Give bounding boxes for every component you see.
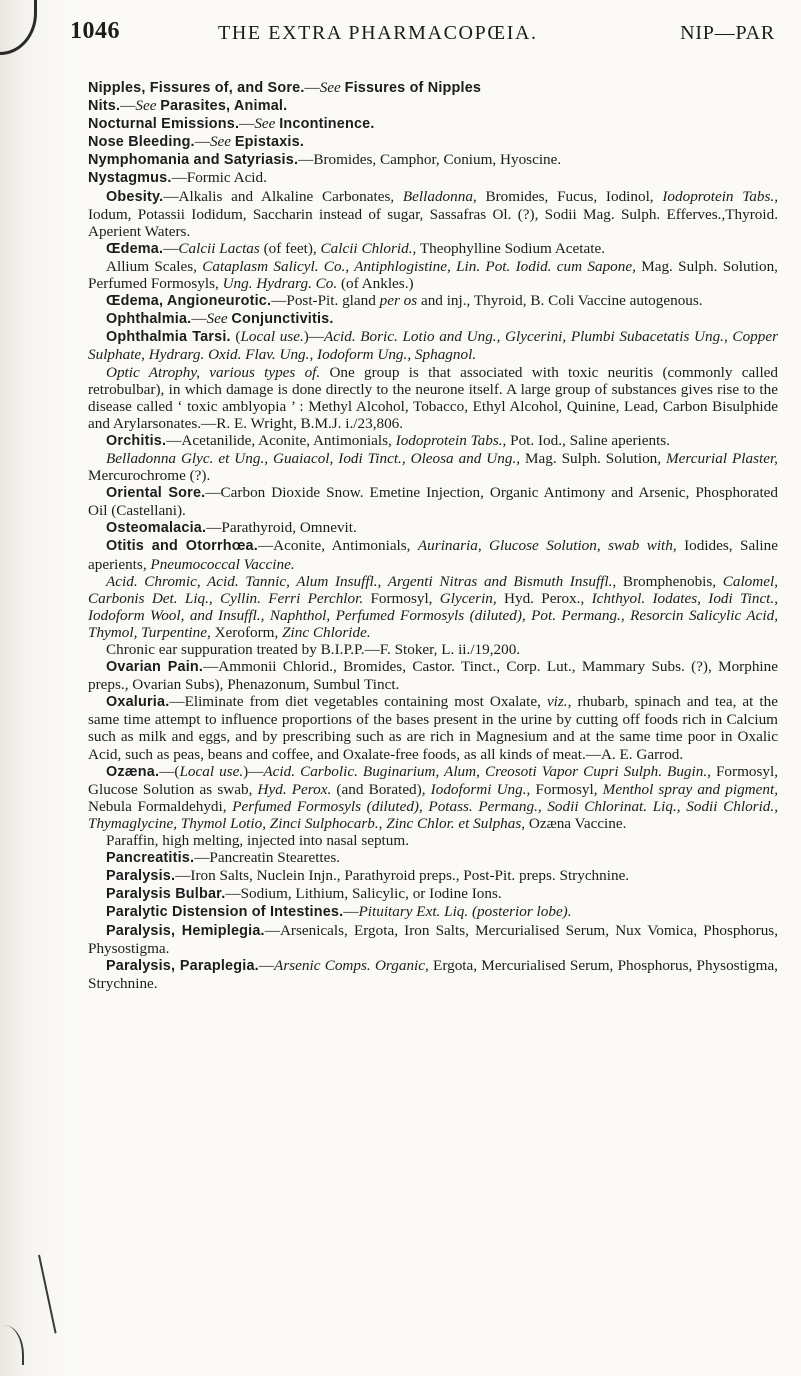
entry-italic-text: per os <box>379 292 418 310</box>
index-entry <box>88 867 778 885</box>
index-entry <box>88 151 778 169</box>
index-entry <box>88 693 778 762</box>
entry-text: Pot. Iod., Saline aperients. <box>506 431 671 449</box>
entry-text: ( <box>230 328 241 346</box>
index-entry <box>88 328 778 363</box>
running-header <box>70 18 775 54</box>
entry-text: Bromphenobis, <box>616 572 723 590</box>
entry-italic-text: Mercurial Plaster, <box>666 449 778 467</box>
index-entry <box>88 310 778 328</box>
entry-text: — <box>191 310 207 328</box>
entry-italic-text: Glycerin, <box>439 589 497 607</box>
page-edge-shadow <box>0 0 70 1376</box>
entry-text: —Eliminate from diet vegetables containing most Oxalate, <box>169 693 547 711</box>
entry-text: and inj., Thyroid, B. Coli Vaccine autogenous. <box>417 292 703 310</box>
index-entry <box>88 903 778 921</box>
book-title: THE EXTRA PHARMACOPŒIA. <box>218 22 538 44</box>
entry-italic-text: See <box>319 79 341 96</box>
entry-text: Mag. Sulph. Solution, <box>520 449 667 467</box>
entry-italic-text: Ichthyol. Iodates, Iodi Tinct., Iodoform Wool, and Insuffl., Naphthol, Perfumed Formosyls (diluted), Pot. Permang., Resorcin Salicylic Acid, Thymol, Turpentine, <box>88 589 778 641</box>
entry-italic-text: Arsenic Comps. Organic, <box>274 956 429 974</box>
entry-text: Iodides, Saline aperients, <box>88 537 778 573</box>
entry-text: —Parathyroid, Omnevit. <box>206 519 357 537</box>
entry-italic-text: See <box>135 97 157 115</box>
entry-heading: Obesity. <box>106 188 164 205</box>
entry-heading: Osteomalacia. <box>106 520 207 537</box>
entry-italic-text: Iodoformi Ung., <box>430 780 531 798</box>
entry-heading: Œdema, Angioneurotic. <box>106 293 272 310</box>
entry-italic-text: Optic Atrophy, various types of. <box>106 363 321 381</box>
entry-text: —Ammonii Chlorid., Bromides, Castor. Tinct., Corp. Lut., Mammary Subs. (?), Morphine preps., Ovarian Subs), Phenazonum, Sumbul Tinct. <box>88 658 778 694</box>
entry-heading: Œdema. <box>106 240 164 257</box>
index-entry <box>88 188 778 240</box>
entry-text: — <box>120 97 136 115</box>
index-entry <box>88 169 778 187</box>
entry-heading: Fissures of Nipples <box>344 80 482 96</box>
entry-text: Formosyl, <box>363 589 440 607</box>
entry-text: —( <box>159 762 180 780</box>
entry-text: Allium Scales, <box>106 257 203 275</box>
entry-italic-text: viz., <box>546 693 572 711</box>
entry-text: — <box>163 239 179 257</box>
entry-text: —Carbon Dioxide Snow. Emetine Injection, Organic Antimony and Arsenic, Phosphorated Oil (Castellani). <box>88 484 779 520</box>
entry-text: (of Ankles.) <box>337 275 414 293</box>
entry-heading: Nystagmus. <box>88 170 172 187</box>
entry-heading: Paralysis, Hemiplegia. <box>106 922 265 939</box>
entry-italic-text: Zinc Chloride. <box>282 623 371 641</box>
entry-text: rhubarb, spinach and tea, at the same time attempt to influence proportions of the bases present in the urine by cutting off foods rich in Calcium such as milk and eggs, and by prescribing such as are rich in Magnesium and at the same time poor in Oxalic Acid, such as peas, beans and coffee, and Oxalate-free foods, as all kinds of meat.—A. E. Garrod. <box>88 693 778 763</box>
entry-italic-text: Perfumed Formosyls (diluted), Potass. Permang., Sodii Chlorinat. Liq., Sodii Chlorid., Thymaglycine, Thymol Lotio, Zinci Sulphocarb., Zinc Chlor. et Sulphas, <box>88 797 778 832</box>
index-entry <box>88 922 778 957</box>
entry-heading: Nipples, Fissures of, and Sore. <box>88 80 305 96</box>
index-entry <box>88 573 778 641</box>
entry-italic-text: See <box>254 115 276 133</box>
entry-text: Ozæna Vaccine. <box>525 814 627 832</box>
page-number: 1046 <box>70 18 120 44</box>
entry-text: —Iron Salts, Nuclein Injn., Parathyroid preps., Post-Pit. preps. Strychnine. <box>175 867 630 885</box>
entry-text: Nebula Formaldehydi, <box>88 797 233 815</box>
entry-text: —Aconite, Antimonials, <box>257 537 418 555</box>
entry-text: Formosyl, <box>530 780 603 798</box>
index-entry <box>88 519 778 537</box>
index-entry <box>88 641 778 658</box>
entry-text: (and Borated), <box>331 780 431 798</box>
entry-text: Paraffin, high melting, injected into nasal septum. <box>106 832 409 850</box>
entry-italic-text: Ung. Hydrarg. Co. <box>222 275 338 293</box>
page-body <box>88 79 778 992</box>
index-entry <box>88 133 778 151</box>
entry-heading: Nits. <box>88 98 121 115</box>
entry-text: —Bromides, Camphor, Conium, Hyoscine. <box>298 151 562 169</box>
entry-text: — <box>343 903 359 921</box>
entry-heading: Otitis and Otorrhœa. <box>106 538 258 555</box>
entry-heading: Conjunctivitis. <box>231 311 334 328</box>
entry-heading: Nocturnal Emissions. <box>88 116 240 133</box>
entry-text: Chronic ear suppuration treated by B.I.P.P.—F. Stoker, L. ii./19,200. <box>106 641 521 658</box>
entry-text: —Arsenicals, Ergota, Iron Salts, Mercurialised Serum, Nux Vomica, Phosphorus, Physostigma. <box>88 921 778 957</box>
entry-italic-text: Local use. <box>179 762 244 780</box>
entry-text: — <box>239 115 255 133</box>
index-entry <box>88 97 778 115</box>
index-entry <box>88 240 778 258</box>
entry-italic-text: Menthol spray and pigment, <box>602 780 778 798</box>
index-entry <box>88 763 778 832</box>
entry-italic-text: See <box>209 133 232 151</box>
entry-text: —Pancreatin Stearettes. <box>194 849 341 867</box>
entry-heading: Ophthalmia. <box>106 311 192 328</box>
entry-text: )— <box>243 762 264 780</box>
index-entry <box>88 258 778 292</box>
entry-text: Hyd. Perox., <box>496 589 592 607</box>
entry-italic-text: Calcii Lactas <box>178 239 260 257</box>
entry-text: Theophylline Sodium Acetate. <box>416 239 605 257</box>
entry-italic-text: Acid. Boric. Lotio and Ung., Glycerini, Plumbi Subacetatis Ung., Copper Sulphate, Hydrarg. Oxid. Flav. Ung., Iodoform Ung., Sphagnol. <box>88 328 778 364</box>
index-entry <box>88 79 778 97</box>
entry-text: — <box>194 133 210 151</box>
entry-italic-text: Pneumococcal Vaccine. <box>150 555 295 573</box>
entry-text: Mag. Sulph. Solution, Perfumed Formosyls, <box>88 257 778 293</box>
entry-text: (of feet), <box>259 239 321 257</box>
entry-italic-text: See <box>206 310 228 328</box>
index-entry <box>88 450 778 484</box>
entry-italic-text: Aurinaria, Glucose Solution, swab with, <box>417 537 677 555</box>
index-entry <box>88 537 778 572</box>
entry-heading: Pancreatitis. <box>106 850 195 867</box>
entry-text: Ergota, Mercurialised Serum, Phosphorus, Physostigma, Strychnine. <box>88 956 778 992</box>
index-entry <box>88 115 778 133</box>
entry-italic-text: Calomel, Carbonis Det. Liq., Cyllin. Ferri Perchlor. <box>88 572 778 607</box>
entry-text: )— <box>303 328 324 346</box>
entry-italic-text: Acid. Chromic, Acid. Tannic, Alum Insuffl., Argenti Nitras and Bismuth Insuffl., <box>106 572 617 590</box>
entry-heading: Paralysis, Paraplegia. <box>106 957 259 974</box>
entry-heading: Paralytic Distension of Intestines. <box>106 904 344 921</box>
entry-text: — <box>258 956 275 974</box>
entry-text: Iodum, Potassii Iodidum, Saccharin instead of sugar, Sassafras Ol. (?), Sodii Mag. Sulph. Efferves.,Thyroid. Aperient Waters. <box>88 205 778 240</box>
entry-heading: Ophthalmia Tarsi. <box>106 329 231 346</box>
entry-text: Bromides, Fucus, Iodinol, <box>476 187 663 205</box>
index-entry <box>88 658 778 693</box>
entry-italic-text: Cataplasm Salicyl. Co., Antiphlogistine, Lin. Pot. Iodid. cum Sapone, <box>202 257 636 275</box>
entry-text: One group is that associated with toxic neuritis (commonly called retrobulbar), in which damage is done directly to the neurone itself. A large group of substances gives rise to the disease called ‘ toxic amblyopia ’ : Methyl Alcohol, Tobacco, Ethyl Alcohol, Quinine, Lead, Carbon Bisulphide and Arylarsonates.—R. E. Wright, B.M.J. i./23,806. <box>88 363 779 432</box>
index-entry <box>88 432 778 450</box>
entry-text: — <box>304 79 320 96</box>
index-entry <box>88 849 778 867</box>
entry-italic-text: Calcii Chlorid., <box>320 239 417 257</box>
entry-heading: Oxaluria. <box>106 694 170 711</box>
entry-heading: Paralysis Bulbar. <box>106 886 226 903</box>
entry-range: NIP—PAR <box>680 22 775 44</box>
entry-italic-text: Acid. Carbolic. Buginarium, Alum, Creosoti Vapor Cupri Sulph. Bugin., <box>263 762 711 780</box>
index-entry <box>88 364 778 432</box>
entry-heading: Ozæna. <box>106 763 160 780</box>
entry-heading: Parasites, Animal. <box>160 98 288 115</box>
entry-heading: Nose Bleeding. <box>88 134 195 151</box>
entry-italic-text: Belladonna, <box>402 187 477 205</box>
entry-text: —Acetanilide, Aconite, Antimonials, <box>166 431 396 449</box>
entry-heading: Ovarian Pain. <box>106 659 204 676</box>
entry-italic-text: Pituitary Ext. Liq. (posterior lobe). <box>358 903 572 921</box>
entry-italic-text: Iodoprotein Tabs., <box>662 187 779 205</box>
entry-text: —Alkalis and Alkaline Carbonates, <box>163 187 403 205</box>
entry-heading: Oriental Sore. <box>106 485 206 502</box>
entry-text: Xeroform, <box>210 623 283 641</box>
entry-heading: Nymphomania and Satyriasis. <box>88 152 299 169</box>
entry-italic-text: Belladonna Glyc. et Ung., Guaiacol, Iodi Tinct., Oleosa and Ung., <box>106 449 521 467</box>
index-entry <box>88 832 778 849</box>
index-entry <box>88 957 778 992</box>
entry-text: Formosyl, Glucose Solution as swab, <box>88 762 778 798</box>
entry-heading: Incontinence. <box>279 116 375 133</box>
entry-italic-text: Local use. <box>240 328 304 346</box>
entry-text: —Formic Acid. <box>171 169 267 187</box>
entry-heading: Orchitis. <box>106 432 167 449</box>
entry-heading: Paralysis. <box>106 868 176 885</box>
entry-text: Mercurochrome (?). <box>88 467 211 485</box>
entry-text: —Sodium, Lithium, Salicylic, or Iodine Ions. <box>225 885 502 903</box>
entry-text: —Post-Pit. gland <box>271 292 380 310</box>
index-entry <box>88 885 778 903</box>
index-entry <box>88 292 778 310</box>
index-entry <box>88 484 778 519</box>
entry-heading: Epistaxis. <box>234 134 305 151</box>
entry-italic-text: Hyd. Perox. <box>257 780 332 798</box>
entry-italic-text: Iodoprotein Tabs., <box>395 431 507 449</box>
